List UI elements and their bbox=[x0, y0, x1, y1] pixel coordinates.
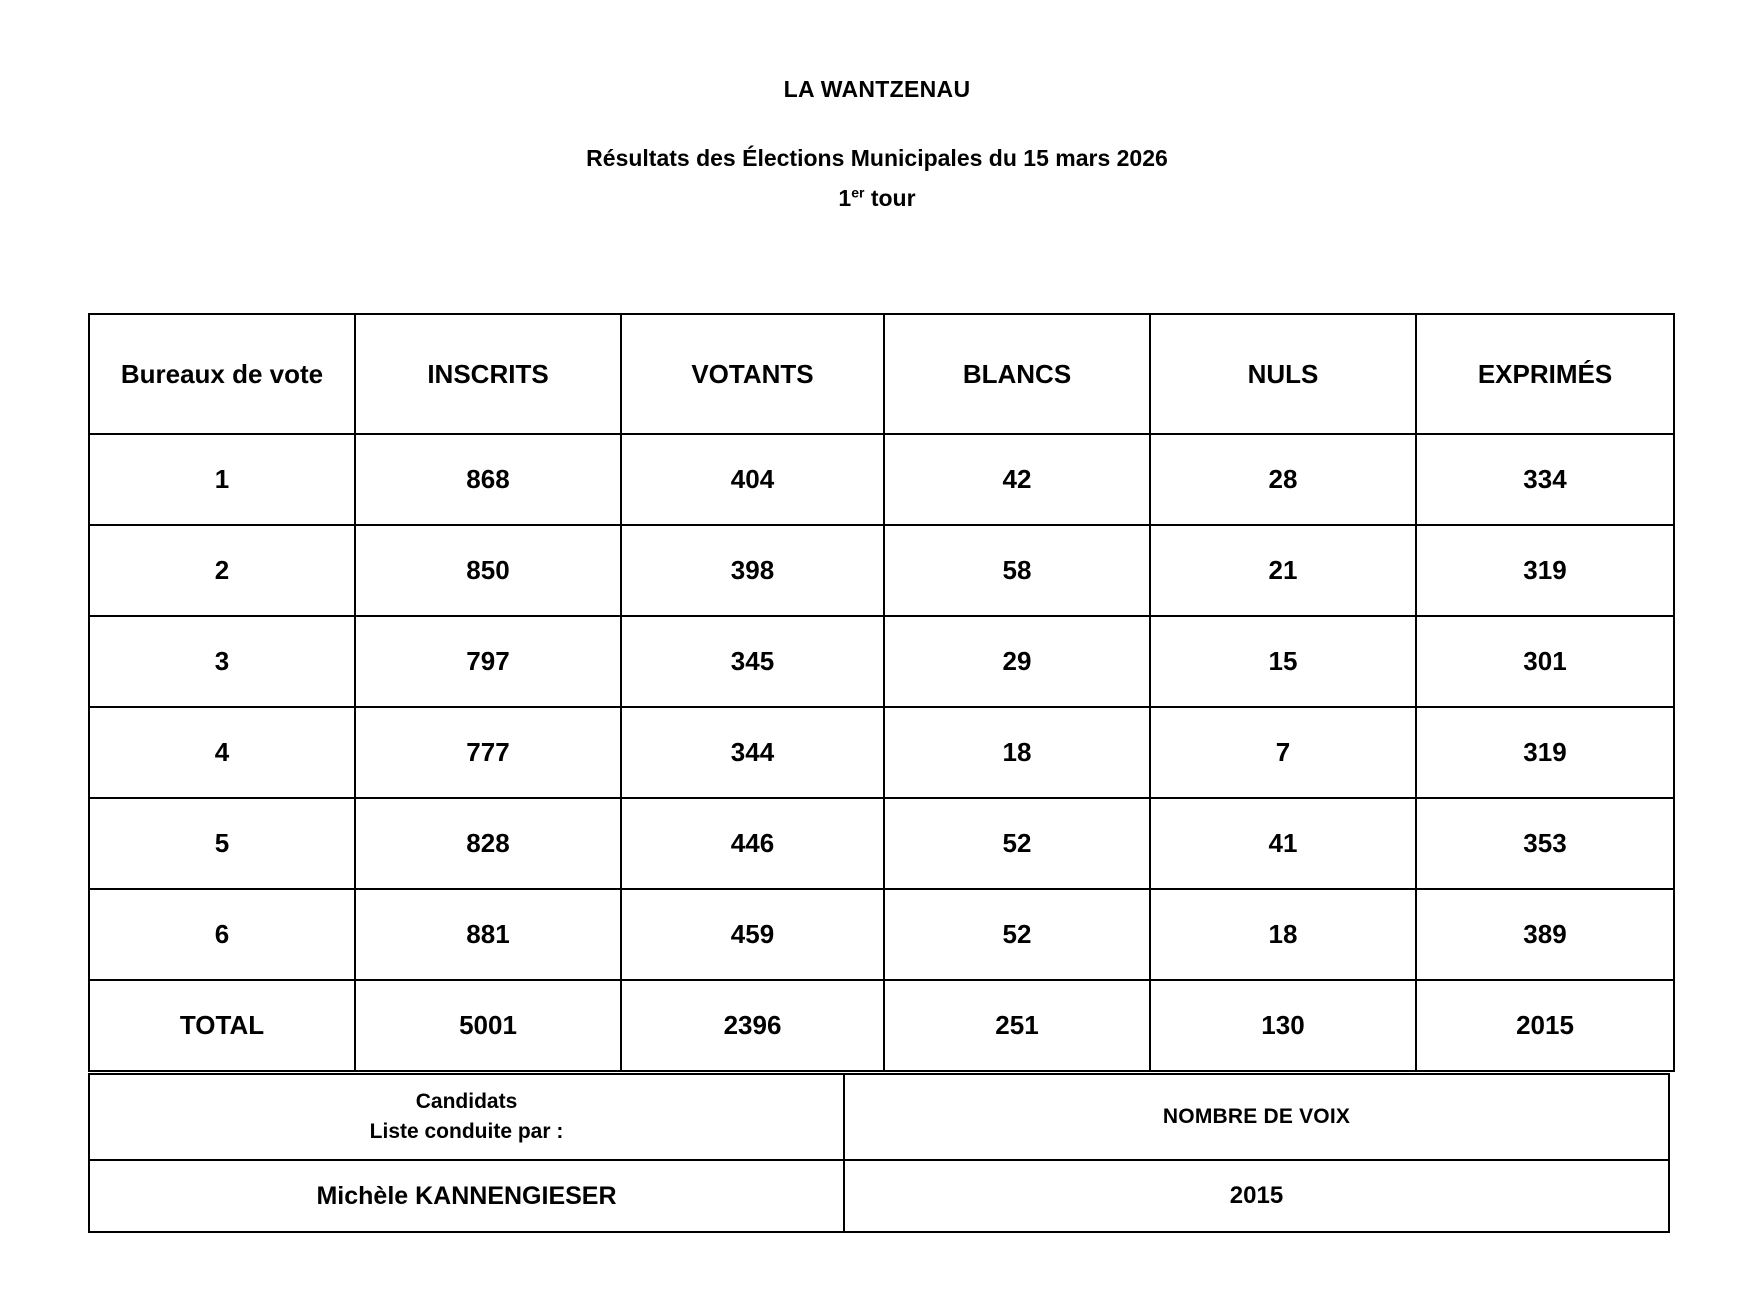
cell-inscrits: 881 bbox=[355, 889, 621, 980]
cell-nuls: 15 bbox=[1150, 616, 1416, 707]
table-row bbox=[89, 434, 1674, 525]
cell-blancs: 58 bbox=[884, 525, 1150, 616]
liste-conduite-label: Liste conduite par : bbox=[369, 1120, 564, 1143]
table-row bbox=[89, 889, 1674, 980]
column-header-nombre-de-voix: NOMBRE DE VOIX bbox=[844, 1074, 1669, 1160]
column-header-nuls: NULS bbox=[1150, 314, 1416, 434]
cell-votants: 345 bbox=[621, 616, 884, 707]
cell-exprimes: 353 bbox=[1416, 798, 1674, 889]
round-word: tour bbox=[870, 185, 916, 211]
cell-votants: 459 bbox=[621, 889, 884, 980]
cell-bureau: 2 bbox=[89, 525, 355, 616]
cell-inscrits: 797 bbox=[355, 616, 621, 707]
cell-nuls: 21 bbox=[1150, 525, 1416, 616]
cell-bureau: 5 bbox=[89, 798, 355, 889]
results-table bbox=[88, 313, 1675, 1072]
cell-nuls: 18 bbox=[1150, 889, 1416, 980]
candidats-label: Candidats bbox=[415, 1089, 518, 1113]
column-header-candidats bbox=[89, 1074, 844, 1160]
cell-blancs: 52 bbox=[884, 798, 1150, 889]
cell-votants: 446 bbox=[621, 798, 884, 889]
cell-exprimes: 301 bbox=[1416, 616, 1674, 707]
cell-bureau: 4 bbox=[89, 707, 355, 798]
cell-candidate-name: Michèle KANNENGIESER bbox=[89, 1160, 844, 1232]
candidates-table bbox=[88, 1073, 1670, 1233]
column-header-bureaux: Bureaux de vote bbox=[89, 314, 355, 434]
table-row bbox=[89, 798, 1674, 889]
cell-votants: 404 bbox=[621, 434, 884, 525]
cell-total-votants: 2396 bbox=[621, 980, 884, 1071]
cell-blancs: 18 bbox=[884, 707, 1150, 798]
page-title: LA WANTZENAU bbox=[783, 76, 971, 102]
cell-inscrits: 828 bbox=[355, 798, 621, 889]
cell-blancs: 52 bbox=[884, 889, 1150, 980]
round-number: 1 bbox=[838, 185, 852, 211]
document-subtitle: Résultats des Élections Municipales du 15 mars 2026 bbox=[586, 145, 1168, 171]
cell-exprimes: 319 bbox=[1416, 525, 1674, 616]
candidate-row bbox=[89, 1160, 1669, 1232]
cell-total-blancs: 251 bbox=[884, 980, 1150, 1071]
cell-blancs: 42 bbox=[884, 434, 1150, 525]
cell-total-exprimes: 2015 bbox=[1416, 980, 1674, 1071]
table-row bbox=[89, 616, 1674, 707]
candidates-header-row bbox=[89, 1074, 1669, 1160]
cell-bureau: 1 bbox=[89, 434, 355, 525]
cell-exprimes: 389 bbox=[1416, 889, 1674, 980]
cell-nuls: 28 bbox=[1150, 434, 1416, 525]
cell-exprimes: 319 bbox=[1416, 707, 1674, 798]
cell-blancs: 29 bbox=[884, 616, 1150, 707]
cell-exprimes: 334 bbox=[1416, 434, 1674, 525]
column-header-inscrits: INSCRITS bbox=[355, 314, 621, 434]
round-label bbox=[0, 185, 1754, 212]
table-total-row bbox=[89, 980, 1674, 1071]
cell-inscrits: 868 bbox=[355, 434, 621, 525]
round-suffix: er bbox=[851, 184, 865, 201]
title-block bbox=[0, 76, 1754, 212]
cell-nuls: 7 bbox=[1150, 707, 1416, 798]
cell-total-nuls: 130 bbox=[1150, 980, 1416, 1071]
cell-candidate-votes: 2015 bbox=[844, 1160, 1669, 1232]
table-row bbox=[89, 707, 1674, 798]
column-header-exprimes: EXPRIMÉS bbox=[1416, 314, 1674, 434]
column-header-blancs: BLANCS bbox=[884, 314, 1150, 434]
cell-inscrits: 850 bbox=[355, 525, 621, 616]
table-row bbox=[89, 525, 1674, 616]
cell-votants: 398 bbox=[621, 525, 884, 616]
cell-inscrits: 777 bbox=[355, 707, 621, 798]
table-header-row bbox=[89, 314, 1674, 434]
cell-bureau: 6 bbox=[89, 889, 355, 980]
cell-bureau: 3 bbox=[89, 616, 355, 707]
document-page bbox=[0, 76, 1754, 1316]
cell-votants: 344 bbox=[621, 707, 884, 798]
column-header-votants: VOTANTS bbox=[621, 314, 884, 434]
cell-total-inscrits: 5001 bbox=[355, 980, 621, 1071]
cell-nuls: 41 bbox=[1150, 798, 1416, 889]
cell-total-label: TOTAL bbox=[89, 980, 355, 1071]
